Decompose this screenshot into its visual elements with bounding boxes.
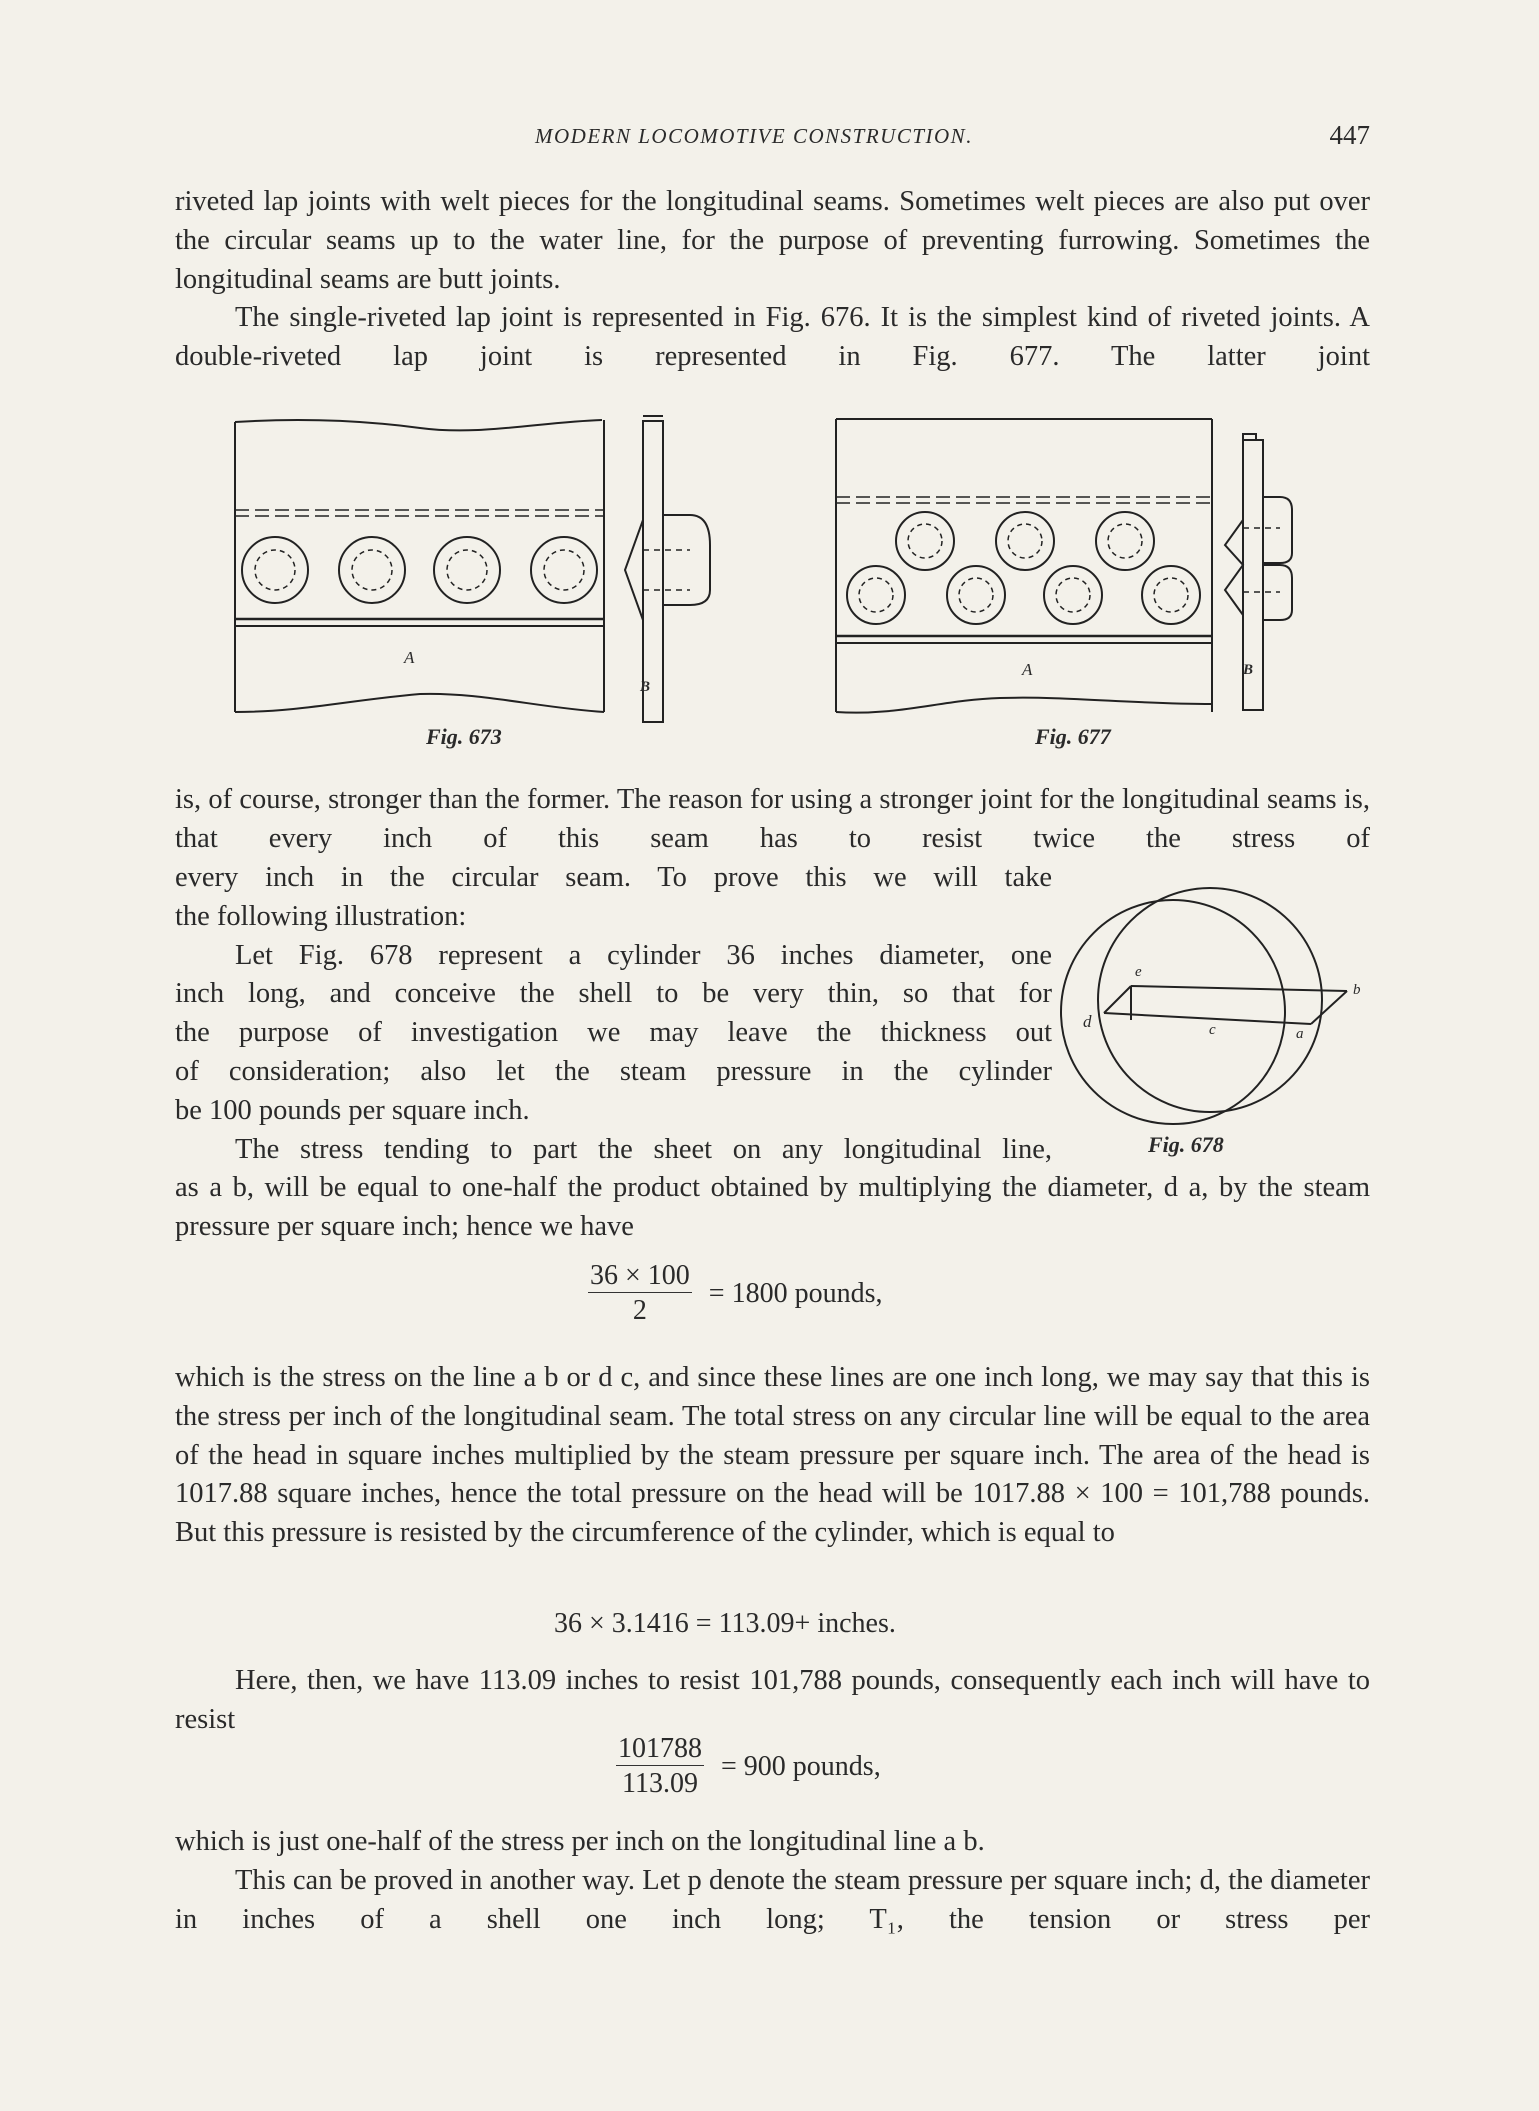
fig673-label-b: B — [640, 679, 651, 695]
each-inch-text — [175, 1662, 1370, 1740]
line-dc — [1104, 1013, 1311, 1024]
formula-900-result: = 900 pounds, — [721, 1750, 881, 1782]
closing-text — [175, 1823, 1370, 1939]
paragraph-lap-joints: The single-riveted lap joint is represented in Fig. 676. It is the simplest kind of riveted joints. A double-riveted lap joint is represented in Fig. 677. The latter joint — [175, 302, 1370, 373]
let-line-3: the purpose of investigation we may leave the thickness out — [175, 1017, 1052, 1049]
fig678-label-a: a — [1296, 1026, 1304, 1042]
narrow-line-1: every inch in the circular seam. To prove this we will take — [175, 862, 1052, 893]
fig677-label-b: B — [1243, 662, 1254, 678]
formula-900-denominator: 113.09 — [622, 1768, 698, 1799]
paragraph-each-inch: Here, then, we have 113.09 inches to resist 101,788 pounds, consequently each inch will have to resist — [175, 1665, 1370, 1735]
formula-1800-denominator: 2 — [632, 1295, 647, 1326]
formula-1800-result: = 1800 pounds, — [708, 1277, 883, 1309]
page-number: 447 — [1329, 120, 1370, 150]
fig677-label-a: A — [1022, 660, 1033, 679]
paragraph-stress-product: as a b, will be equal to one-half the product obtained by multiplying the diameter, d a, by the steam pressure per square inch; hence we have — [175, 1172, 1370, 1242]
fig678-label-e: e — [1135, 964, 1142, 980]
paragraph-another-way: This can be proved in another way. Let p denote the steam pressure per square inch; d, the diameter in inches of a shell one inch long; T₁, the tension or stress per — [175, 1864, 1370, 1935]
fig677-caption: Fig. 677 — [1035, 724, 1111, 749]
let-line-1: Let Fig. 678 represent a cylinder 36 inches diameter, one — [235, 939, 1052, 971]
cylinder-back-end — [1061, 900, 1285, 1124]
paragraph-stronger-joint: is, of course, stronger than the former. The reason for using a stronger joint for the longitudinal seams is, that every inch of this seam has to resist twice the stress of — [175, 784, 1370, 854]
line-ab — [1131, 986, 1347, 991]
stress-line: The stress tending to part the sheet on any longitudinal line, — [235, 1133, 1052, 1165]
formula-1800 — [588, 1260, 882, 1327]
fig678-caption: Fig. 678 — [1148, 1132, 1224, 1157]
let-line-2: inch long, and conceive the shell to be very thin, so that for — [175, 978, 1052, 1010]
formula-1800-fraction — [588, 1260, 692, 1327]
formula-900-fraction — [616, 1733, 704, 1800]
formula-circumference: 36 × 3.1416 = 113.09+ inches. — [554, 1608, 896, 1639]
formula-900-numerator: 101788 — [618, 1733, 702, 1764]
narrow-line-2: the following illustration: — [175, 900, 467, 932]
total-stress-text — [175, 1359, 1370, 1553]
formula-900 — [616, 1733, 881, 1800]
after-fig-text — [175, 1169, 1370, 1247]
running-title: MODERN LOCOMOTIVE CONSTRUCTION. — [535, 124, 973, 148]
let-line-5: be 100 pounds per square inch. — [175, 1094, 530, 1126]
fig678-label-d: d — [1083, 1012, 1092, 1031]
fig678-label-c: c — [1209, 1022, 1216, 1038]
let-line-4: of consideration; also let the steam pressure in the cylinder — [175, 1055, 1052, 1087]
formula-1800-numerator: 36 × 100 — [590, 1260, 690, 1291]
fig673-caption: Fig. 673 — [426, 724, 502, 749]
line-ca-end — [1311, 991, 1347, 1024]
fig678-label-b: b — [1353, 982, 1361, 998]
fig673-label-a: A — [404, 648, 415, 667]
paragraph-one-half: which is just one-half of the stress per inch on the longitudinal line a b. — [175, 1826, 985, 1857]
line-de — [1104, 986, 1131, 1013]
paragraph-welt-pieces: riveted lap joints with welt pieces for the longitudinal seams. Sometimes welt pieces are also put over the circular seams up to the water line, for the purpose of preventing furrowing. Sometimes the longitudinal seams are butt joints. — [175, 186, 1370, 295]
paragraph-total-stress: which is the stress on the line a b or d c, and since these lines are one inch long, we may say that this is the stress per inch of the longitudinal seam. The total stress on any circular line will be equal to the area of the head in square inches multiplied by the steam pressure per square inch. The area of the head is 1017.88 square inches, hence the total pressure on the head will be 1017.88 × 100 = 101,788 pounds. But this pressure is resisted by the circumference of the cylinder, which is equal to — [175, 1362, 1370, 1549]
